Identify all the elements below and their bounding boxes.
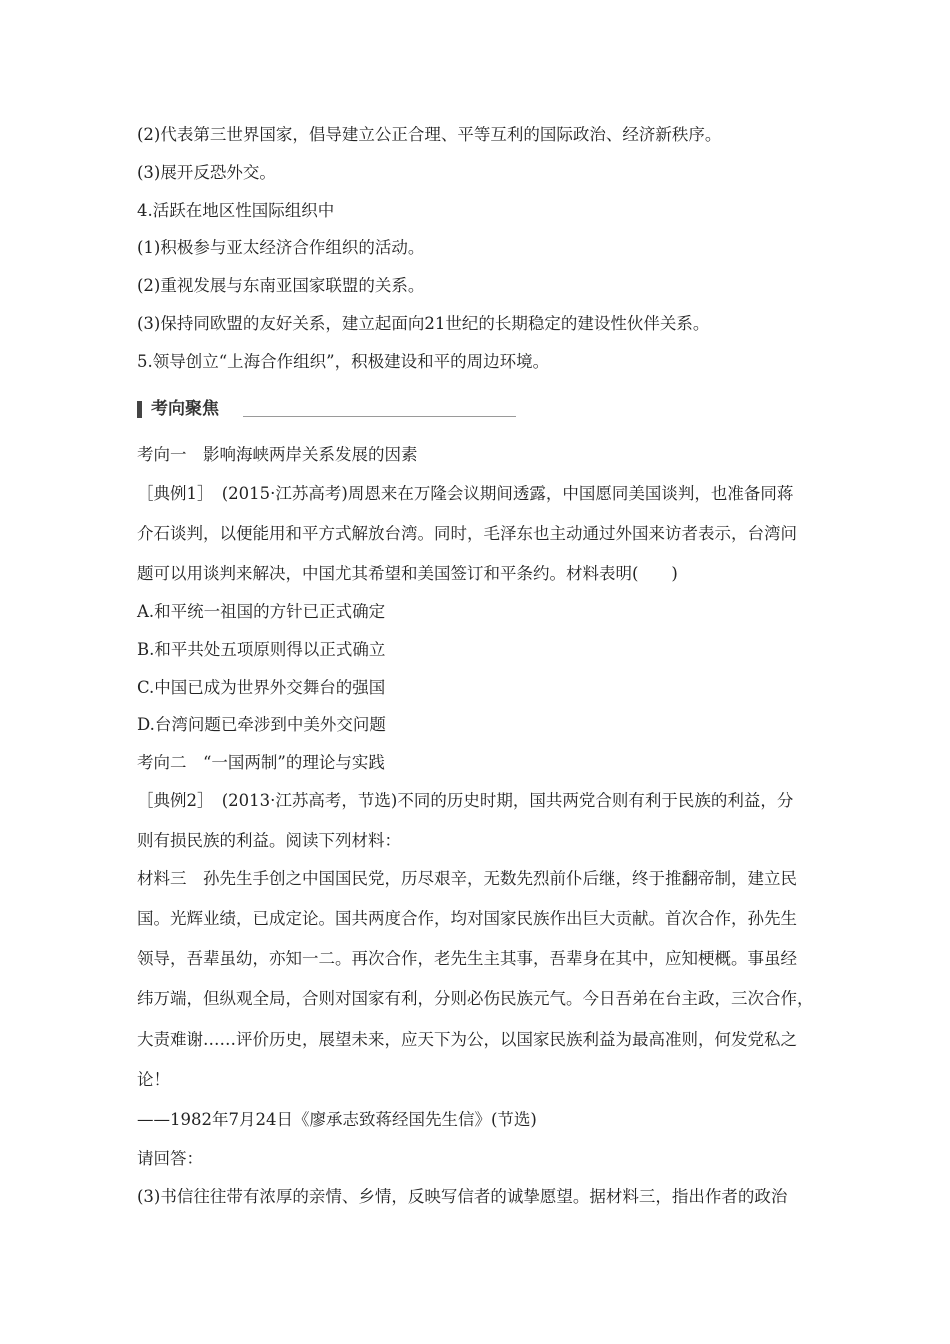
option-d: D.台湾问题已牵涉到中美外交问题	[137, 715, 386, 734]
example-line: 介石谈判，以便能用和平方式解放台湾。同时，毛泽东也主动通过外国来访者表示，台湾问	[137, 524, 797, 543]
topic-title: 考向二 “一国两制”的理论与实践	[137, 753, 385, 772]
material-line: 大责难谢……评价历史，展望未来，应天下为公，以国家民族利益为最高准则，何发党私之	[137, 1030, 797, 1049]
example-line: 题可以用谈判来解决，中国尤其希望和美国签订和平条约。材料表明( )	[137, 564, 678, 583]
question-line: (3)书信往往带有浓厚的亲情、乡情，反映写信者的诚挚愿望。据材料三，指出作者的政治	[137, 1187, 788, 1206]
material-line: 国。光辉业绩，已成定论。国共两度合作，均对国家民族作出巨大贡献。首次合作，孙先生	[137, 909, 797, 928]
section-rule	[243, 416, 516, 417]
section-header	[137, 397, 517, 421]
material-line: 纬万端，但纵观全局，合则对国家有利，分则必伤民族元气。今日吾弟在台主政，三次合作，	[137, 989, 814, 1008]
material-line: 论！	[137, 1070, 170, 1089]
source-citation: ——1982年7月24日《廖承志致蒋经国先生信》(节选)	[137, 1110, 537, 1129]
example-line: ［典例2］ (2013·江苏高考，节选)不同的历史时期，国共两党合则有利于民族的利益，分	[137, 791, 794, 810]
section-title: 考向聚焦	[151, 399, 219, 419]
option-b: B.和平共处五项原则得以正式确立	[137, 640, 386, 659]
text-line: 5.领导创立“上海合作组织”，积极建设和平的周边环境。	[137, 352, 550, 371]
example-line: 则有损民族的利益。阅读下列材料：	[137, 831, 401, 850]
text-line: (2)重视发展与东南亚国家联盟的关系。	[137, 276, 425, 295]
section-bar-marker	[137, 401, 142, 418]
text-line: (3)保持同欧盟的友好关系，建立起面向21世纪的长期稳定的建设性伙伴关系。	[137, 314, 710, 333]
option-a: A.和平统一祖国的方针已正式确定	[137, 602, 386, 621]
text-line: (1)积极参与亚太经济合作组织的活动。	[137, 238, 425, 257]
text-line: 4.活跃在地区性国际组织中	[137, 201, 335, 220]
text-line: (3)展开反恐外交。	[137, 163, 276, 182]
material-line: 领导，吾辈虽幼，亦知一二。再次合作，老先生主其事，吾辈身在其中，应知梗概。事虽经	[137, 949, 797, 968]
example-line: ［典例1］ (2015·江苏高考)周恩来在万隆会议期间透露，中国愿同美国谈判，也准备同蒋	[137, 484, 794, 503]
topic-title: 考向一 影响海峡两岸关系发展的因素	[137, 445, 418, 464]
material-line: 材料三 孙先生手创之中国国民党，历尽艰辛，无数先烈前仆后继，终于推翻帝制，建立民	[137, 869, 797, 888]
text-line: (2)代表第三世界国家，倡导建立公正合理、平等互利的国际政治、经济新秩序。	[137, 125, 722, 144]
option-c: C.中国已成为世界外交舞台的强国	[137, 678, 386, 697]
prompt-text: 请回答：	[137, 1149, 203, 1168]
